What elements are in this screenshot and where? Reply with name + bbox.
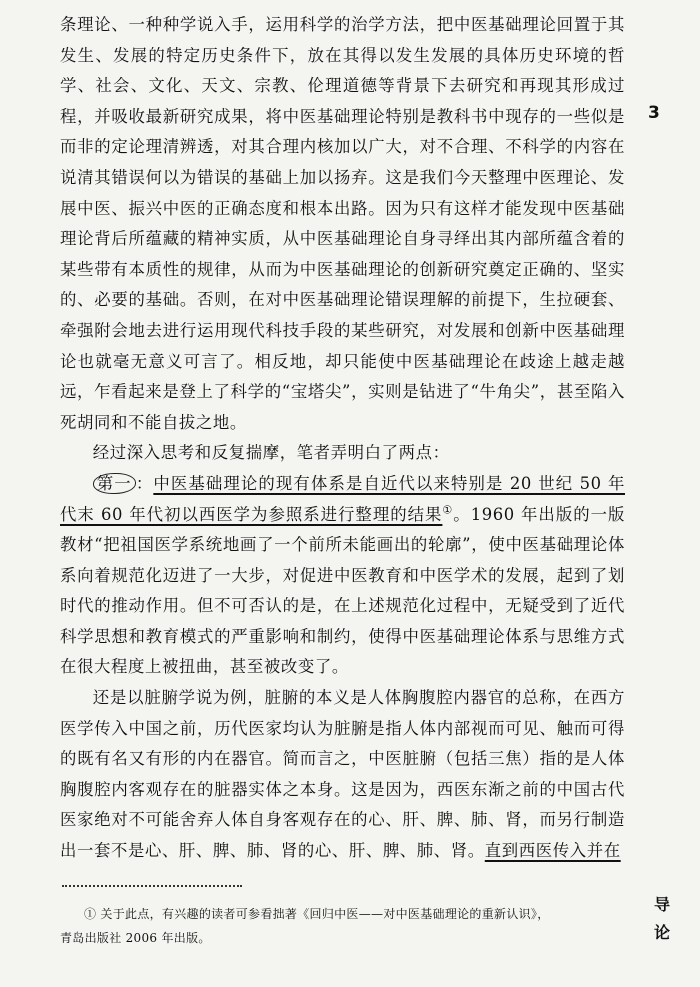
page-number: 3 — [648, 103, 660, 123]
paragraph-3 — [60, 469, 625, 683]
underlined-passage: 中医基础理论的现有体系是自近代以来特别是 20 世纪 50 年代末 60 年代初以西医学为参照系进行整理的结果 — [60, 473, 625, 524]
paragraph-4-main: 还是以脏腑学说为例，脏腑的本义是人体胸腹腔内器官的总称，在西方医学传入中国之前，历代医家均认为脏腑是指人体内部视而可见、触而可得的既有名又有形的内在器官。简而言之，中医脏腑（包括三焦）指的是人体胸腹腔内客观存在的脏器实体之本身。这是因为，西医东渐之前的中国古代医家绝对不可能舍弃人体自身客观存在的心、肝、脾、肺、肾，而另行制造出一套不是心、肝、脾、肺、肾的心、肝、脾、肺、肾。 — [60, 688, 625, 861]
body-text — [60, 10, 625, 867]
footnote-line-1: ① 关于此点，有兴趣的读者可参看拙著《回归中医——对中医基础理论的重新认识》， — [84, 907, 550, 921]
circled-marker: 第一 — [93, 473, 136, 494]
marker-separator: ： — [135, 473, 154, 493]
footnote — [60, 902, 625, 950]
footnote-line-2: 青岛出版社 2006 年出版。 — [60, 931, 211, 945]
paragraph-4 — [60, 683, 625, 867]
footnote-divider — [62, 885, 242, 887]
paragraph-2: 经过深入思考和反复揣摩，笔者弄明白了两点： — [92, 443, 450, 463]
paragraph-1: 条理论、一种种学说入手，运用科学的治学方法，把中医基础理论回置于其发生、发展的特定历史条件下，放在其得以发生发展的具体历史环境的哲学、社会、文化、天文、宗教、伦理道德等背景下去研究和再现其形成过程，并吸收最新研究成果，将中医基础理论特别是教科书中现存的一些似是而非的定论理清辨透，对其合理内核加以广大，对不合理、不科学的内容在说清其错误何以为错误的基础上加以扬弃。这是我们今天整理中医理论、发展中医、振兴中医的正确态度和根本出路。因为只有这样才能发现中医基础理论背后所蕴藏的精神实质，从中医基础理论自身寻绎出其内部所蕴含着的某些带有本质性的规律，从而为中医基础理论的创新研究奠定正确的、坚实的、必要的基础。否则，在对中医基础理论错误理解的前提下，生拉硬套、牵强附会地去进行运用现代科技手段的某些研究，对发展和创新中医基础理论也就毫无意义可言了。相反地，却只能使中医基础理论在歧途上越走越远，乍看起来是登上了科学的“宝塔尖”，实则是钻进了“牛角尖”，甚至陷入死胡同和不能自拔之地。 — [60, 15, 625, 432]
underlined-passage-2: 直到西医传入并在 — [484, 841, 621, 861]
paragraph-3-rest: 。1960 年出版的一版教材“把祖国医学系统地画了一个前所未能画出的轮廓”，使中医基础理论体系向着规范化迈进了一大步，对促进中医教育和中医学术的发展，起到了划时代的推动作用。但不可否认的是，在上述规范化过程中，无疑受到了近代科学思想和教育模式的严重影响和制约，使得中医基础理论体系与思维方式在很大程度上被扭曲，甚至被改变了。 — [60, 504, 625, 677]
side-label-char-1: 导 — [654, 895, 671, 914]
side-label-char-2: 论 — [654, 923, 671, 942]
footnote-reference: ① — [442, 503, 454, 517]
